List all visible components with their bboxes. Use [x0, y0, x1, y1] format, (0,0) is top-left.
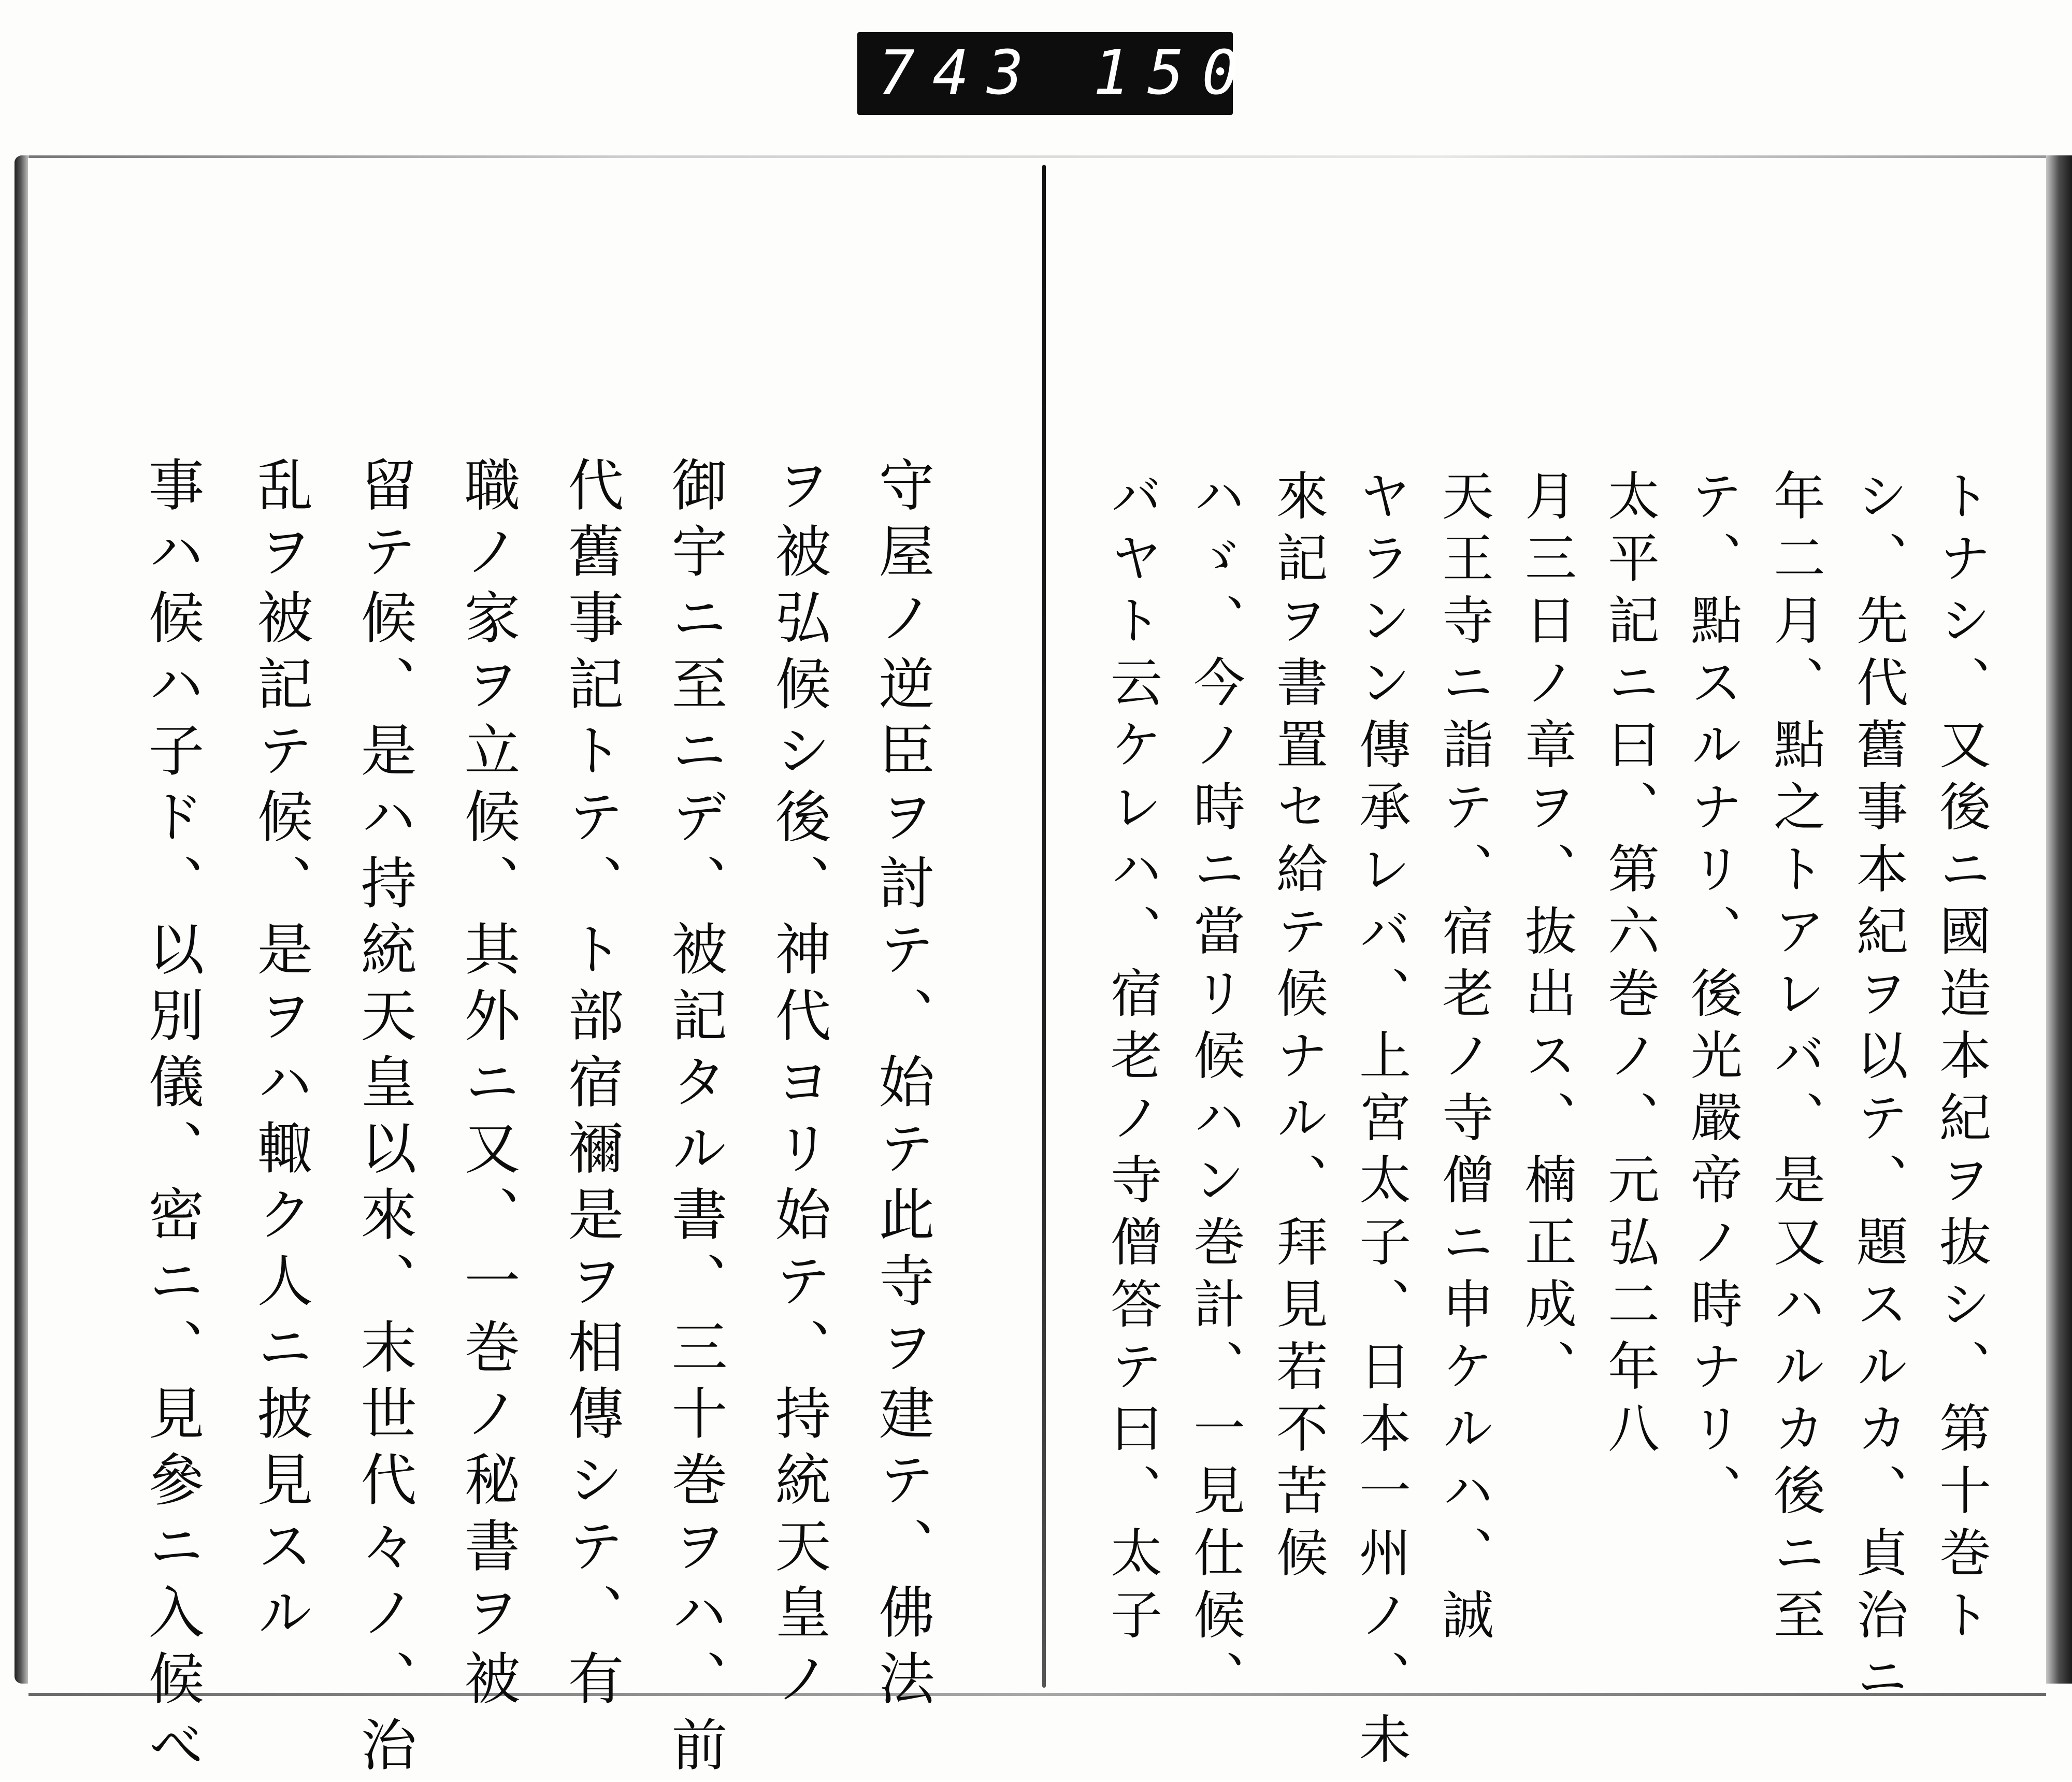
left-page-column-7: 乱ヲ被記テ候、是ヲハ輙ク人ニ披見スル [248, 456, 312, 1649]
right-page-column-7: 天王寺ニ詣テ、宿老ノ寺僧ニ申ケルハ、誠 [1433, 469, 1494, 1650]
right-page-column-1: トナシ、又後ニ國造本紀ヲ抜シ、第十巻ト [1931, 469, 1991, 1650]
right-page-column-5: 太平記ニ曰、第六巻ノ、元弘二年八 [1599, 469, 1660, 1463]
book-right-edge [2046, 155, 2072, 1684]
left-page-column-2: ヲ被弘候シ後、神代ヨリ始テ、持統天皇ノ [766, 456, 830, 1716]
frame-number-right: 150 [1093, 37, 1257, 108]
frame-number-label [857, 32, 1257, 115]
left-page-column-6: 留テ候、是ハ持統天皇以來、末世代々ノ、治 [351, 456, 416, 1782]
book-gutter [1042, 165, 1046, 1688]
right-page-column-2: シ、先代舊事本紀ヲ以テ、題スルカ、貞治ニ [1848, 469, 1908, 1712]
right-page-column-3: 年二月、點之トアレバ、是又ハルカ後ニ至 [1765, 469, 1825, 1650]
right-page-column-10: ハゞ、今ノ時ニ當リ候ハン巻計、一見仕候、 [1185, 469, 1245, 1712]
right-page-column-9: 來記ヲ書置セ給テ候ナル、拜見若不苦候 [1268, 469, 1328, 1588]
book-left-edge [15, 155, 28, 1684]
right-page-column-4: テ、點スルナリ、後光嚴帝ノ時ナリ、 [1682, 469, 1743, 1526]
left-page-column-1: 守屋ノ逆臣ヲ討テ、始テ此寺ヲ建テ、佛法 [869, 456, 934, 1716]
left-page-column-5: 職ノ家ヲ立候、其外ニ又、一巻ノ秘書ヲ被 [455, 456, 520, 1716]
right-page-column-6: 月三日ノ章ヲ、抜出ス、楠正成、 [1516, 469, 1577, 1401]
right-page-column-8: ヤランン傳承レバ、上宮太子、日本一州ノ、未 [1350, 469, 1411, 1774]
left-page-column-4: 代舊事記トテ、ト部宿禰是ヲ相傳シテ、有 [558, 456, 623, 1716]
frame-number-left: 743 [878, 37, 1042, 108]
left-page-column-8: 事ハ候ハ子ド、以別儀、密ニ、見參ニ入候べ [139, 456, 204, 1782]
left-page-column-3: 御宇ニ至ニデ、被記タル書、三十巻ヲハ、前 [662, 456, 727, 1782]
page-top-edge [28, 155, 2046, 158]
right-page-column-11: バヤト云ケレハ、宿老ノ寺僧答テ曰、太子 [1102, 469, 1162, 1650]
page-bottom-edge [28, 1693, 2046, 1696]
